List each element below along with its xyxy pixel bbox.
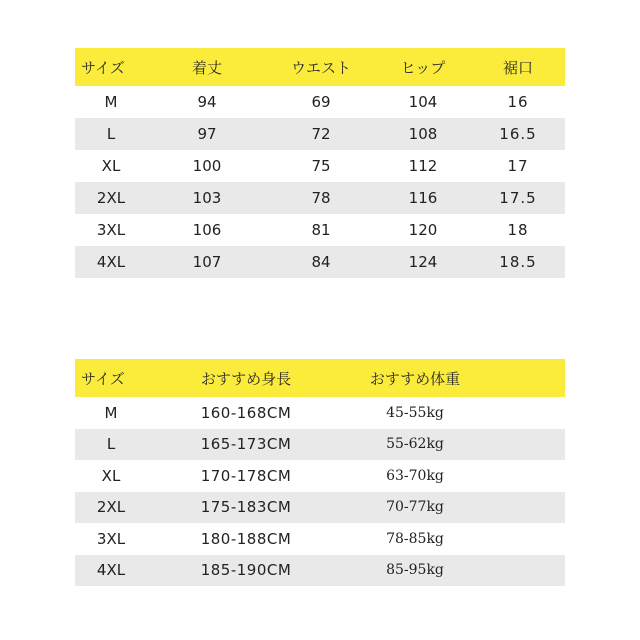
cell-waist: 72 [311, 125, 331, 143]
header-recommended-height: おすすめ身長 [200, 369, 292, 388]
header-size: サイズ [81, 369, 125, 388]
cell-size: 3XL [96, 221, 126, 239]
table-row [75, 523, 565, 555]
cell-size: 3XL [96, 529, 126, 548]
cell-height: 185-190CM [200, 561, 292, 580]
cell-height: 165-173CM [200, 435, 292, 454]
table-row [75, 555, 565, 587]
header-length: 着丈 [191, 58, 222, 77]
cell-weight: 70-77kg [386, 499, 444, 516]
cell-waist: 81 [311, 221, 331, 239]
cell-height: 180-188CM [200, 529, 292, 548]
header-waist: ウエスト [290, 58, 351, 77]
recommendation-table [75, 359, 565, 586]
cell-hip: 116 [408, 189, 438, 207]
cell-height: 175-183CM [200, 498, 292, 517]
cell-size: L [106, 125, 116, 143]
cell-length: 100 [192, 157, 222, 175]
cell-weight: 85-95kg [386, 562, 444, 579]
table-row [75, 429, 565, 461]
cell-size: 2XL [96, 498, 126, 517]
cell-hem: 16 [507, 93, 529, 111]
cell-length: 106 [192, 221, 222, 239]
cell-hem: 16.5 [499, 125, 537, 143]
cell-hip: 124 [408, 253, 438, 271]
cell-size: M [104, 93, 118, 111]
table-row [75, 460, 565, 492]
cell-hip: 108 [408, 125, 438, 143]
size-chart-table [75, 48, 565, 278]
cell-length: 103 [192, 189, 222, 207]
cell-size: 4XL [96, 561, 126, 580]
cell-height: 170-178CM [200, 466, 292, 485]
table-row [75, 397, 565, 429]
cell-length: 107 [192, 253, 222, 271]
cell-weight: 45-55kg [386, 404, 444, 421]
cell-waist: 69 [311, 93, 331, 111]
cell-hip: 112 [408, 157, 438, 175]
table-row [75, 246, 565, 278]
recommendation-header [75, 359, 565, 397]
header-recommended-weight: おすすめ体重 [369, 369, 461, 388]
cell-weight: 55-62kg [386, 436, 444, 453]
cell-hip: 104 [408, 93, 438, 111]
cell-hem: 17 [507, 157, 529, 175]
header-hem: 裾口 [502, 58, 533, 77]
cell-weight: 63-70kg [386, 467, 444, 484]
cell-size: M [104, 403, 118, 422]
cell-hem: 18 [507, 221, 529, 239]
table-row [75, 214, 565, 246]
cell-size: XL [101, 466, 121, 485]
cell-size: XL [101, 157, 121, 175]
cell-size: 4XL [96, 253, 126, 271]
table-row [75, 492, 565, 524]
cell-size: L [106, 435, 116, 454]
table-row [75, 118, 565, 150]
header-size: サイズ [81, 58, 125, 77]
cell-hip: 120 [408, 221, 438, 239]
cell-length: 94 [197, 93, 217, 111]
cell-height: 160-168CM [200, 403, 292, 422]
cell-waist: 78 [311, 189, 331, 207]
cell-hem: 18.5 [499, 253, 537, 271]
table-row [75, 182, 565, 214]
cell-weight: 78-85kg [386, 530, 444, 547]
size-chart-header [75, 48, 565, 86]
cell-hem: 17.5 [499, 189, 537, 207]
cell-length: 97 [197, 125, 217, 143]
header-hip: ヒップ [400, 58, 446, 77]
cell-waist: 84 [311, 253, 331, 271]
cell-size: 2XL [96, 189, 126, 207]
table-row [75, 86, 565, 118]
table-row [75, 150, 565, 182]
cell-waist: 75 [311, 157, 331, 175]
